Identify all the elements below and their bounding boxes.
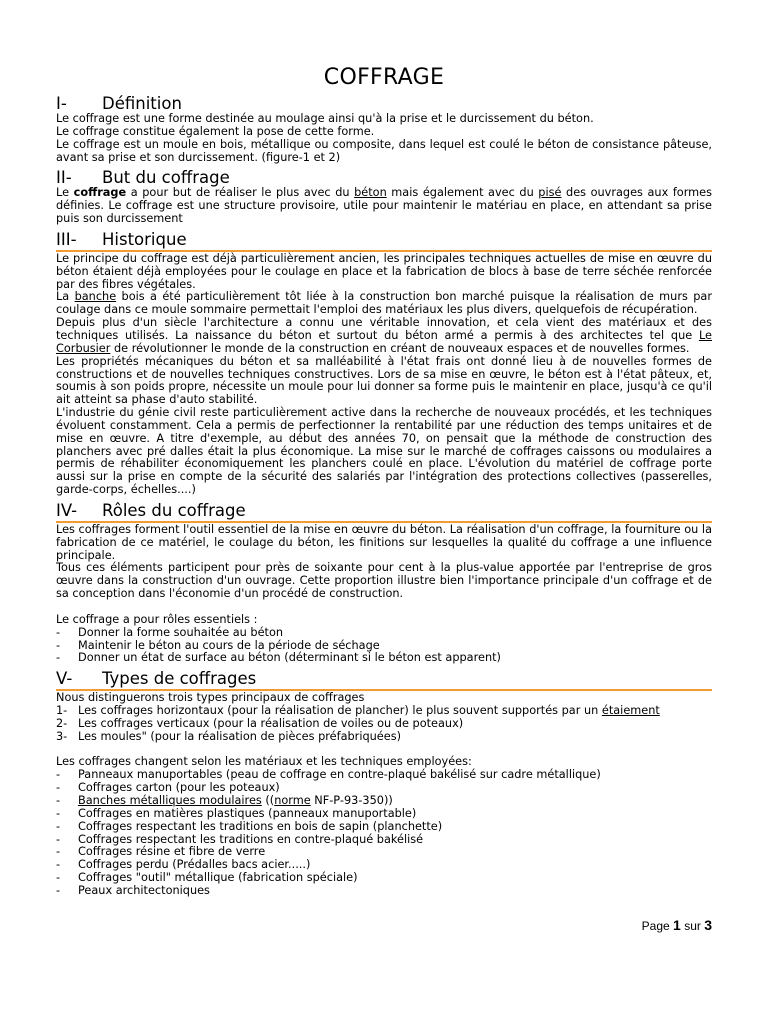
bullet-marker: - (56, 858, 61, 872)
text-run: a pour but de réaliser le plus avec du (126, 186, 355, 200)
list-item-text: Coffrages en matières plastiques (panneaux manuportable) (78, 806, 417, 820)
paragraph: Le coffrage est une forme destinée au moulage ainsi qu'à la prise et le durcissement du béton. (56, 112, 594, 125)
numbered-item (56, 731, 712, 744)
link-banche[interactable]: banche (74, 290, 117, 304)
blank-line (56, 601, 712, 614)
bullet-marker: - (56, 883, 61, 897)
document-title: COFFRAGE (323, 65, 445, 90)
section-definition-heading (56, 94, 712, 113)
bullet-marker: - (56, 768, 61, 782)
list-item-text: Les moules" (pour la réalisation de pièces préfabriquées) (78, 729, 401, 743)
page-label: Page (641, 919, 670, 933)
section-title: Types de coffrages (102, 669, 257, 689)
paragraph: Le coffrage a pour rôles essentiels : (56, 612, 258, 626)
section-number: I- (56, 94, 67, 113)
list-item-text: Coffrages résine et fibre de verre (78, 845, 266, 859)
bullet-marker: - (56, 625, 61, 639)
bullet-marker: - (56, 651, 61, 665)
section-number: IV- (56, 500, 78, 520)
document-body (56, 64, 712, 898)
list-item (56, 872, 712, 885)
list-item-text: Maintenir le béton au cours de la période de séchage (78, 638, 380, 652)
section-but-heading (56, 168, 712, 187)
text-run: (( (261, 793, 275, 807)
list-item-text: Coffrages perdu (Prédalles bacs acier.....) (78, 858, 311, 872)
section-title: Définition (102, 94, 182, 113)
paragraph (56, 317, 712, 356)
bullet-marker: - (56, 845, 61, 859)
page-separator: sur (684, 919, 701, 933)
list-item-text: Coffrages respectant les traditions en bois de sapin (planchette) (78, 819, 443, 833)
link-beton[interactable]: béton (354, 186, 387, 200)
paragraph: Les coffrages changent selon les matériaux et les techniques employées: (56, 755, 472, 769)
paragraph: Les coffrages forment l'outil essentiel de la mise en œuvre du béton. La réalisation d'un coffrage, la fourniture ou la fabrication de ce matériel, le coulage du béton, les finitions sur lesquelles la qualité du coffrage a une influence principale. (56, 522, 712, 562)
section-roles-heading (56, 501, 712, 523)
list-item-text: Donner la forme souhaitée au béton (78, 625, 284, 639)
number-marker: 1- (56, 704, 68, 718)
list-item (56, 795, 712, 808)
number-marker: 3- (56, 729, 68, 743)
section-number: III- (56, 229, 77, 249)
list-item-text: Coffrages "outil" métallique (fabrication spéciale) (78, 871, 358, 885)
section-types-heading (56, 669, 712, 691)
section-title: Historique (102, 229, 187, 249)
bullet-marker: - (56, 806, 61, 820)
list-item-text (78, 795, 393, 808)
number-marker: 2- (56, 716, 68, 730)
list-item (56, 627, 712, 640)
bullet-marker: - (56, 871, 61, 885)
bullet-marker: - (56, 832, 61, 846)
link-banches-metalliques[interactable]: Banches métalliques modulaires (78, 793, 262, 807)
text-run: Depuis plus d'un siècle l'architecture a connu une véritable innovation, et cela vient des matériaux et des techniques utilisés. La naissance du béton et surtout du béton armé a permis à des architectes tel que (56, 316, 712, 342)
bullet-marker: - (56, 793, 61, 807)
list-item (56, 885, 712, 898)
section-title: Rôles du coffrage (102, 500, 246, 520)
text-run: bois a été particulièrement tôt liée à la construction bon marché puisque la réalisation de murs par coulage dans ce moule sommaire permettait l'emploi des matériaux les plus divers, quelquefois de récupération. (56, 290, 712, 317)
text-run: de révolutionner le monde de la construction en créant de nouveaux espaces et de nouvelles formes. (110, 341, 690, 355)
paragraph: Le coffrage constitue également la pose de cette forme. (56, 124, 375, 138)
page-number: 1 (673, 917, 681, 933)
list-item-text: Panneaux manuportables (peau de coffrage en contre-plaqué bakélisé sur cadre métallique) (78, 768, 601, 782)
bullet-marker: - (56, 638, 61, 652)
text-run: des ouvrages aux formes définies. Le coffrage est une structure provisoire, utile pour maintenir le matériau en place, en attendant sa prise puis son durcissement (56, 186, 712, 226)
bullet-marker: - (56, 781, 61, 795)
list-item (56, 821, 712, 834)
page-footer (0, 917, 712, 933)
paragraph: Nous distinguerons trois types principaux de coffrages (56, 691, 365, 705)
section-number: II- (56, 168, 72, 188)
list-item-text: Peaux architectoniques (78, 883, 210, 897)
section-title: But du coffrage (102, 168, 230, 188)
section-number: V- (56, 669, 73, 689)
list-item-text: Coffrages respectant les traditions en contre-plaqué bakélisé (78, 832, 424, 846)
list-item-text: Donner un état de surface au béton (déterminant si le béton est apparent) (78, 651, 501, 665)
text-run: mais également avec du (386, 186, 539, 200)
section-historique-heading (56, 230, 712, 252)
text-run: NF-P-93-350)) (310, 793, 393, 807)
text-run: Le (56, 186, 74, 200)
bold-term: coffrage (73, 186, 127, 200)
paragraph (56, 187, 712, 226)
link-norme[interactable]: norme (274, 793, 311, 807)
paragraph: Tous ces éléments participent pour près de soixante pour cent à la plus-value apportée par l'entreprise de gros œuvre dans la construction d'un ouvrage. Cette proportion illustre bien l'importance principale d'un coffrage et de sa conception dans l'économie d'un procédé de construction. (56, 561, 712, 601)
list-item (56, 652, 712, 665)
numbered-item (56, 718, 712, 731)
numbered-item (56, 705, 712, 718)
list-item-text: Coffrages carton (pour les poteaux) (78, 781, 280, 795)
page-total: 3 (704, 917, 712, 933)
paragraph: L'industrie du génie civil reste particulièrement active dans la recherche de nouveaux procédés, et les techniques évoluent constamment. Cela a permis de perfectionner la rentabilité par une réduction des temps unitaires et de mise en œuvre. A titre d'exemple, au début des années 70, on pensait que la méthode de construction des planchers avec pré dalles était la plus économique. La mise sur le marché de coffrages caissons ou modulaires a permis de réhabiliter économiquement les planchers coulé en place. L'évolution du matériel de coffrage porte aussi sur la prise en compte de la sécurité des salariés par l'intégration des protections collectives (passerelles, garde-corps, échelles....) (56, 406, 712, 497)
text-run: Les coffrages horizontaux (pour la réalisation de plancher) le plus souvent supportés par un (78, 704, 602, 718)
link-etaiement[interactable]: étaiement (601, 704, 660, 718)
link-le-corbusier[interactable]: Le Corbusier (56, 328, 712, 355)
list-item-text: Les coffrages verticaux (pour la réalisation de voiles ou de poteaux) (78, 716, 464, 730)
list-item-text (78, 705, 660, 718)
link-pise[interactable]: pisé (538, 186, 562, 200)
text-run: La (56, 290, 75, 304)
list-item (56, 808, 712, 821)
paragraph (56, 291, 712, 317)
paragraph: Le principe du coffrage est déjà particulièrement ancien, les principales techniques actuelles de mise en œuvre du béton étaient déjà employées pour le coulage en place et la fabrication de blocs à base de terre séchée renforcée par des fibres végétales. (56, 251, 712, 291)
bullet-marker: - (56, 819, 61, 833)
paragraph: Le coffrage est un moule en bois, métallique ou composite, dans lequel est coulé le béton de consistance pâteuse, avant sa prise et son durcissement. (figure-1 et 2) (56, 137, 712, 164)
paragraph: Les propriétés mécaniques du béton et sa malléabilité à l'état frais ont donné lieu à de nouvelles formes de constructions et de nouvelles techniques constructives. Lors de sa mise en œuvre, le béton est à l'état pâteux, et, soumis à son poids propre, nécessite un moule pour lui donner sa forme puis le maintenir en place, jusqu'à ce qu'il ait atteint sa phase d'auto stabilité. (56, 354, 712, 407)
